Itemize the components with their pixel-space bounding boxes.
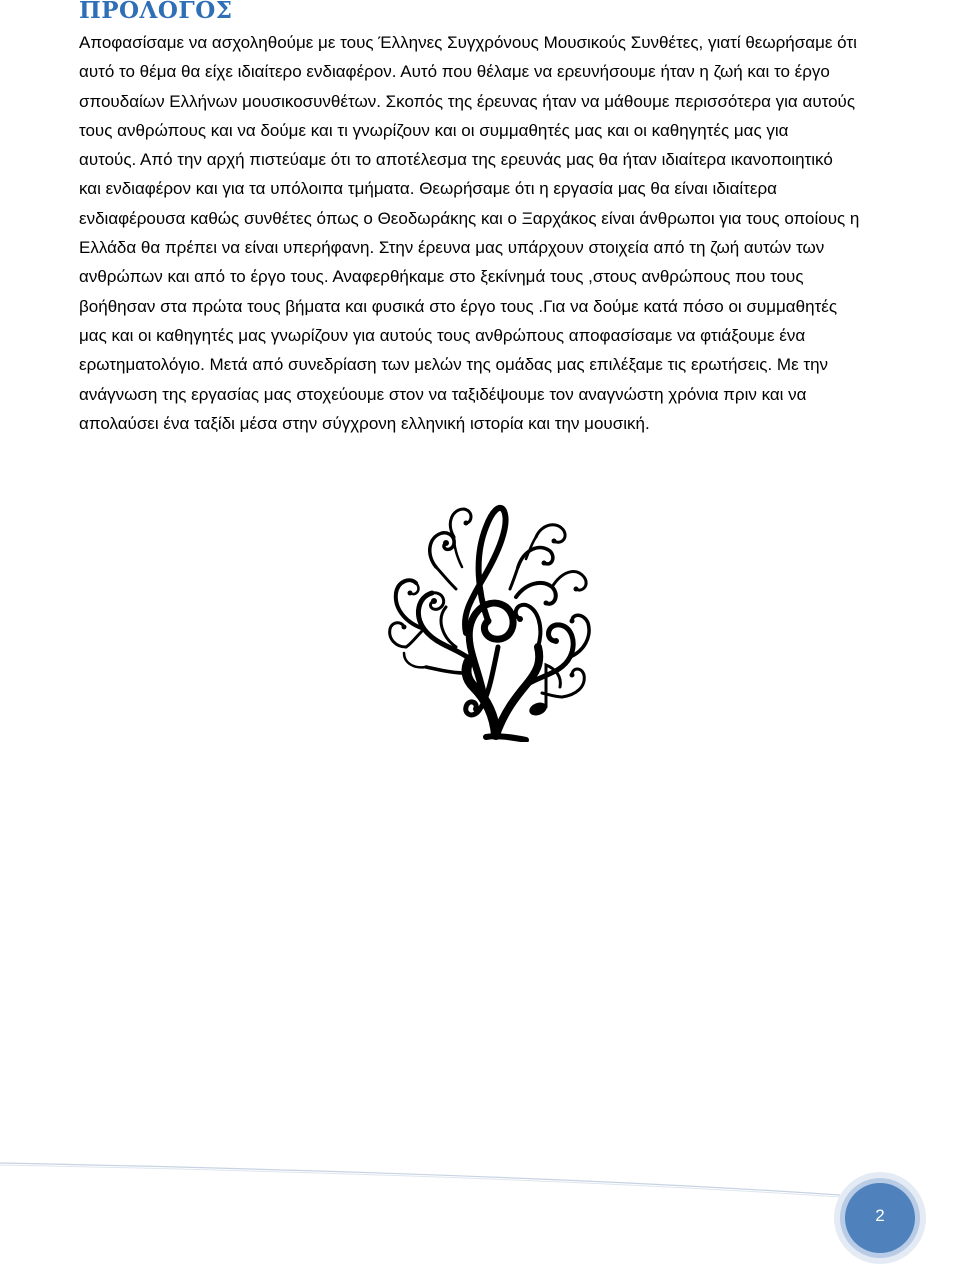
text-line: βοήθησαν στα πρώτα τους βήματα και φυσικά στο έργο τους .Για να δούμε κατά πόσο οι συμμαθητές — [79, 296, 838, 316]
text-line: Αποφασίσαμε να ασχοληθούμε με τους Έλληνες Συγχρόνους Μουσικούς Συνθέτες, γιατί θεωρήσαμε ότι — [79, 33, 857, 52]
text-line: ερωτηματολόγιο. Μετά από συνεδρίαση των μελών της ομάδας μας επιλέξαμε τις ερωτήσεις. Με την — [79, 355, 829, 375]
treble-clef-tree-icon — [366, 497, 606, 742]
text-line: απολαύσει ένα ταξίδι μέσα στην σύγχρονη ελληνική ιστορία και την μουσική. — [79, 413, 650, 433]
prologue-paragraph — [79, 28, 959, 438]
text-line: τους ανθρώπους και να δούμε και τι γνωρίζουν και οι συμμαθητές μας και οι καθηγητές μας για — [79, 120, 789, 140]
text-line: ενδιαφέρουσα καθώς συνθέτες όπως ο Θεοδωράκης και ο Ξαρχάκος είναι άνθρωποι για τους οποίους η — [79, 208, 860, 228]
footer-divider — [0, 1155, 960, 1265]
page-title: ΠΡΟΛΟΓΟΣ — [79, 0, 233, 24]
text-line: ανθρώπων και από το έργο τους. Αναφερθήκαμε στο ξεκίνημά τους ,στους ανθρώπους που τους — [79, 267, 804, 287]
text-line: αυτό το θέμα θα είχε ιδιαίτερο ενδιαφέρον. Αυτό που θέλαμε να ερευνήσουμε ήταν η ζωή και το έργο — [79, 62, 830, 82]
text-line: αυτούς. Από την αρχή πιστεύαμε ότι το αποτέλεσμα της ερευνάς μας θα ήταν ιδιαίτερα ικανοποιητικό — [79, 150, 833, 170]
text-line: ανάγνωση της εργασίας μας στοχεύουμε στον να ταξιδέψουμε τον αναγνώστη χρόνια πριν και να — [79, 384, 807, 404]
text-line: και ενδιαφέρον και για τα υπόλοιπα τμήματα. Θεωρήσαμε ότι η εργασία μας θα είναι ιδιαίτερα — [79, 179, 777, 199]
text-line: μας και οι καθηγητές μας γνωρίζουν για αυτούς τους ανθρώπους αποφασίσαμε να φτιάξουμε ένα — [79, 325, 806, 345]
text-line: σπουδαίων Ελλήνων μουσικοσυνθέτων. Σκοπός της έρευνας ήταν να μάθουμε περισσότερα για αυτούς — [79, 91, 856, 111]
text-line: Ελλάδα θα πρέπει να είναι υπερήφανη. Στην έρευνα μας υπάρχουν στοιχεία από τη ζωή αυτών των — [79, 238, 825, 258]
page-number: 2 — [875, 1206, 885, 1225]
